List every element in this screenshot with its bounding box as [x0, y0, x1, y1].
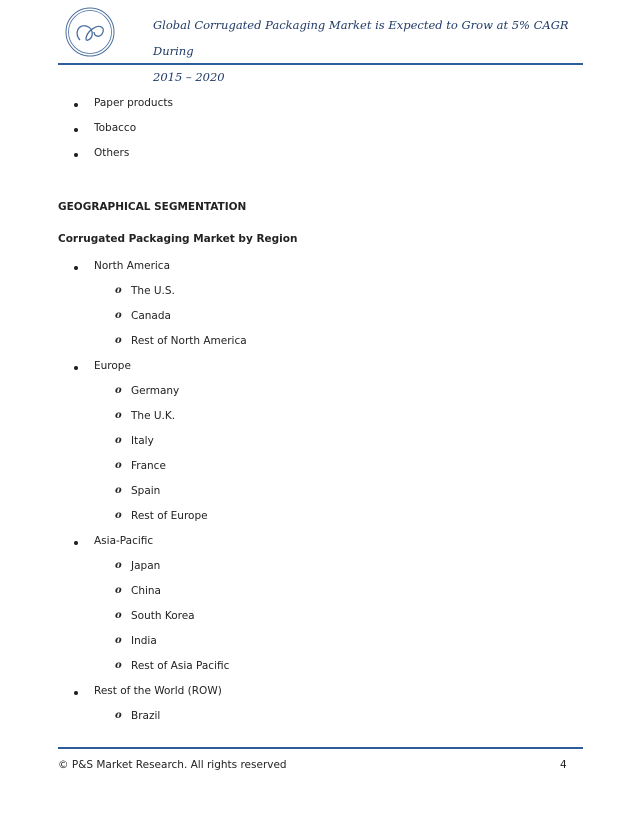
sub-bullet-icon: o	[115, 385, 122, 396]
sub-item-label: France	[131, 460, 166, 472]
bullet-icon	[74, 541, 78, 545]
sub-bullet-icon: o	[115, 310, 122, 321]
sub-bullet-icon: o	[115, 410, 122, 421]
sub-item-label: Japan	[131, 560, 161, 572]
page-number: 4	[560, 759, 567, 771]
bullet-icon	[74, 128, 78, 132]
bullet-icon	[74, 103, 78, 107]
bullet-icon	[74, 153, 78, 157]
sub-item-label: Canada	[131, 310, 171, 322]
sub-item-label: The U.S.	[131, 285, 175, 297]
sub-item-label: Rest of Asia Pacific	[131, 660, 230, 672]
list-item-label: Others	[94, 147, 130, 159]
header-divider	[58, 63, 583, 65]
company-logo-icon	[64, 6, 116, 58]
list-item-label: Tobacco	[94, 122, 137, 134]
sub-bullet-icon: o	[115, 335, 122, 346]
region-label: North America	[94, 260, 171, 272]
bullet-icon	[74, 366, 78, 370]
sub-bullet-icon: o	[115, 635, 122, 646]
region-label: Europe	[94, 360, 131, 372]
sub-bullet-icon: o	[115, 560, 122, 571]
sub-item-label: Rest of Europe	[131, 510, 208, 522]
sub-bullet-icon: o	[115, 285, 122, 296]
sub-bullet-icon: o	[115, 610, 122, 621]
sub-item-label: Brazil	[131, 710, 161, 722]
sub-item-label: China	[131, 585, 161, 597]
sub-bullet-icon: o	[115, 510, 122, 521]
sub-item-label: The U.K.	[131, 410, 176, 422]
footer-divider	[58, 747, 583, 749]
sub-item-label: Germany	[131, 385, 180, 397]
region-label: Rest of the World (ROW)	[94, 685, 222, 697]
bullet-icon	[74, 691, 78, 695]
header-title-line1: Global Corrugated Packaging Market is Expected to Grow at 5% CAGR During	[153, 18, 569, 58]
region-label: Asia-Pacific	[94, 535, 154, 547]
bullet-icon	[74, 266, 78, 270]
sub-bullet-icon: o	[115, 460, 122, 471]
sub-bullet-icon: o	[115, 660, 122, 671]
sub-bullet-icon: o	[115, 710, 122, 721]
list-item-label: Paper products	[94, 97, 173, 109]
footer-copyright: © P&S Market Research. All rights reserved	[58, 759, 287, 771]
sub-item-label: Spain	[131, 485, 161, 497]
section-heading: GEOGRAPHICAL SEGMENTATION	[58, 201, 247, 213]
sub-item-label: South Korea	[131, 610, 195, 622]
sub-bullet-icon: o	[115, 585, 122, 596]
sub-bullet-icon: o	[115, 485, 122, 496]
subheading: Corrugated Packaging Market by Region	[58, 233, 298, 245]
sub-item-label: Italy	[131, 435, 154, 447]
sub-item-label: India	[131, 635, 157, 647]
header-title-line2: 2015 – 2020	[153, 70, 225, 84]
sub-item-label: Rest of North America	[131, 335, 247, 347]
header-title	[153, 12, 593, 90]
sub-bullet-icon: o	[115, 435, 122, 446]
